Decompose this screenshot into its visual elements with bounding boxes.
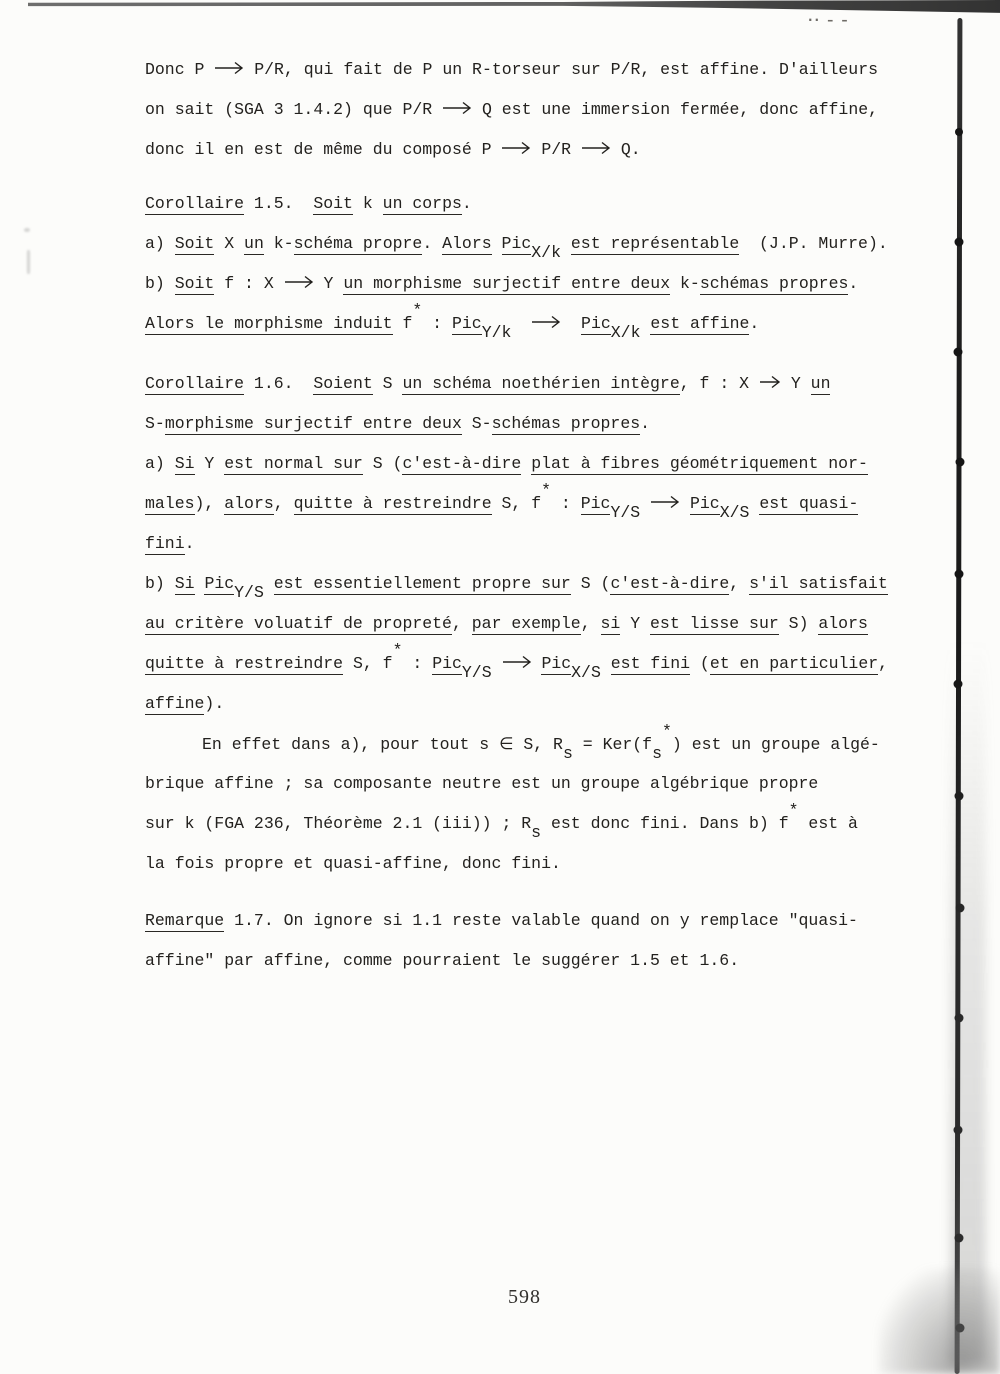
text-segment: 1.7. On ignore si 1.1 reste valable quand on y remplace "quasi- (224, 911, 858, 930)
long-right-arrow-icon (284, 274, 314, 293)
text-segment: Pic (204, 574, 235, 593)
text-segment: S, R (513, 735, 563, 754)
text-segment: c'est-à-dire (610, 574, 730, 593)
text-segment: par exemple (471, 614, 581, 633)
text-segment: un (810, 374, 831, 393)
text-segment: f : X (214, 274, 284, 293)
long-right-arrow-icon (650, 494, 680, 513)
subscript: Y/S (234, 583, 264, 602)
text-segment: est affine (650, 314, 750, 333)
subscript: Y/k (481, 323, 512, 342)
long-right-arrow-icon (501, 140, 531, 159)
text-segment: . (422, 234, 443, 253)
text-segment: : (551, 494, 581, 513)
text-segment: est à (798, 814, 858, 833)
text-segment: donc il en est de même du composé P (145, 140, 502, 159)
text-segment: est lisse sur (650, 614, 779, 633)
text-segment: , (451, 614, 472, 633)
text-segment: b) (145, 274, 175, 293)
text-segment (492, 654, 502, 673)
text-segment (532, 654, 542, 673)
text-segment: f (392, 314, 413, 333)
text-segment: Pic (690, 494, 720, 513)
text-segment: est normal sur (224, 454, 363, 473)
text-segment: S ( (362, 454, 403, 473)
text-segment: schéma propre (293, 234, 423, 253)
text-segment: ), (194, 494, 225, 513)
text-segment: quitte à restreindre (145, 654, 344, 673)
superscript: * (541, 481, 552, 500)
text-line (145, 941, 945, 981)
binding-shadow-halo (950, 640, 986, 1364)
subscript: s (652, 744, 662, 763)
text-segment (195, 574, 205, 593)
text-segment: males (145, 494, 195, 513)
text-segment (601, 654, 611, 673)
text-segment: est essentiellement propre sur (273, 574, 571, 593)
text-segment: , (729, 574, 750, 593)
text-segment: S) (778, 614, 819, 633)
text-segment: Soit (174, 234, 215, 253)
text-line (145, 641, 945, 684)
text-segment: est fini (610, 654, 690, 673)
superscript: * (788, 801, 799, 820)
text-segment: sur k (FGA 236, Théorème 2.1 (iii)) ; R (145, 814, 532, 833)
text-segment: morphisme surjectif entre deux (164, 414, 462, 433)
text-line (145, 444, 945, 484)
text-segment: X (214, 234, 245, 253)
text-line (145, 50, 945, 90)
text-segment: ) est un groupe algé- (671, 735, 880, 754)
text-segment: au critère voluatif de propreté (145, 614, 452, 633)
text-segment (511, 314, 531, 333)
text-segment (561, 314, 581, 333)
text-segment: Y (780, 374, 811, 393)
text-segment: S- (145, 414, 165, 433)
text-line (145, 801, 945, 844)
text-segment: un corps (382, 194, 462, 213)
text-segment: Pic (581, 314, 611, 333)
text-segment (640, 314, 650, 333)
subscript: X/S (571, 663, 601, 682)
text-segment: a) (145, 454, 175, 473)
text-segment (749, 494, 759, 513)
text-segment: Pic (541, 654, 572, 673)
text-segment (492, 234, 502, 253)
text-segment: Donc P (145, 60, 215, 79)
text-line (145, 764, 945, 804)
text-segment: Q est une immersion fermée, donc affine, (472, 100, 879, 119)
text-segment: . (184, 534, 195, 553)
text-segment: . (640, 414, 651, 433)
text-segment: . (848, 274, 859, 293)
text-segment: Corollaire (145, 194, 245, 213)
text-segment: quitte à restreindre (293, 494, 492, 513)
text-segment: En effet dans a), pour tout s (202, 735, 500, 754)
text-line (145, 130, 945, 170)
long-right-arrow-icon (442, 100, 472, 119)
text-segment: ). (204, 694, 225, 713)
text-segment: P/R, qui fait de P un R-torseur sur P/R, est affine. D'ailleurs (244, 60, 879, 79)
text-segment: affine" par affine, comme pourraient le suggérer 1.5 et 1.6. (145, 951, 740, 970)
text-segment: ( (690, 654, 710, 673)
text-segment: , (273, 494, 294, 513)
subscript: s (531, 823, 542, 842)
text-segment: Soient (313, 374, 373, 393)
text-line (145, 404, 945, 444)
text-line (145, 301, 945, 344)
text-line (145, 684, 945, 724)
item-a-corollaire-1-6 (145, 444, 945, 564)
text-line (145, 564, 945, 604)
text-segment: alors (224, 494, 274, 513)
subscript: X/k (531, 243, 561, 262)
subscript: X/k (610, 323, 641, 342)
text-segment: S, f (491, 494, 542, 513)
text-segment: Pic (501, 234, 532, 253)
text-segment: si (600, 614, 621, 633)
text-line (145, 844, 945, 884)
long-right-arrow-icon (502, 654, 532, 673)
text-segment: , (878, 654, 889, 673)
top-edge-scan-shadow (28, 0, 1000, 14)
text-segment: S ( (570, 574, 611, 593)
text-segment: Alors (442, 234, 492, 253)
text-segment: Remarque (145, 911, 225, 930)
corollaire-1-5 (145, 184, 945, 344)
text-segment (264, 574, 274, 593)
text-segment: c'est-à-dire (402, 454, 522, 473)
text-segment: k- (670, 274, 700, 293)
subscript: Y/S (461, 663, 492, 682)
subscript: Y/S (610, 503, 641, 522)
text-segment: fini (145, 534, 185, 553)
item-b-corollaire-1-6 (145, 564, 945, 724)
subscript: X/S (719, 503, 750, 522)
text-segment: schémas propres (491, 414, 641, 433)
long-right-arrow-icon (214, 60, 244, 79)
text-segment: b) (145, 574, 175, 593)
text-segment: Q. (610, 140, 641, 159)
text-segment: a) (145, 234, 175, 253)
right-arrow-icon (759, 374, 781, 393)
text-segment: Soit (313, 194, 353, 213)
text-segment: : (402, 654, 433, 673)
text-line (145, 481, 945, 524)
text-segment: S- (461, 414, 492, 433)
text-line (145, 524, 945, 564)
text-segment: on sait (SGA 3 1.4.2) que P/R (145, 100, 443, 119)
text-segment: Alors le morphisme induit (145, 314, 393, 333)
text-segment: est représentable (570, 234, 740, 253)
text-segment (640, 494, 650, 513)
text-line (145, 604, 945, 644)
text-segment: affine (145, 694, 205, 713)
text-segment (521, 454, 531, 473)
text-line (145, 901, 945, 941)
text-segment: , (580, 614, 601, 633)
text-segment: , f : X (679, 374, 759, 393)
text-segment: Si (174, 574, 195, 593)
text-segment: k- (263, 234, 294, 253)
text-segment: la fois propre et quasi-affine, donc fini. (145, 854, 561, 873)
remarque-1-7 (145, 901, 945, 981)
text-segment: Y (313, 274, 344, 293)
text-segment: = Ker(f (572, 735, 653, 754)
subscript: s (562, 744, 573, 763)
long-right-arrow-icon (531, 314, 561, 333)
text-segment (561, 234, 571, 253)
text-segment: Y (194, 454, 225, 473)
text-segment: brique affine ; sa composante neutre est un groupe algébrique propre (145, 774, 819, 793)
bottom-right-smudge (878, 1268, 1000, 1374)
text-segment: Y (620, 614, 651, 633)
text-segment: est donc fini. Dans b) f (541, 814, 789, 833)
text-segment: Pic (432, 654, 462, 673)
text-segment: Si (174, 454, 195, 473)
text-segment: k (352, 194, 383, 213)
superscript: * (412, 301, 423, 320)
text-line (145, 90, 945, 130)
text-segment (680, 494, 690, 513)
text-segment: schémas propres (699, 274, 849, 293)
binding-line-knots (955, 128, 963, 136)
text-segment: S (372, 374, 403, 393)
scan-speck-marks: ·· – – (808, 13, 850, 27)
proof-paragraph (145, 724, 945, 884)
text-segment: : (422, 314, 452, 333)
text-segment: . (461, 194, 472, 213)
text-segment: plat à fibres géométriquement nor- (531, 454, 868, 473)
text-segment: s'il satisfait (749, 574, 888, 593)
text-line (145, 184, 945, 224)
text-line (145, 264, 945, 304)
text-segment: est quasi- (759, 494, 859, 513)
superscript: * (392, 641, 403, 660)
text-segment: P/R (531, 140, 581, 159)
text-segment: Corollaire (145, 374, 245, 393)
text-segment: ∈ (499, 734, 514, 753)
text-line (145, 724, 945, 764)
text-segment: 1.6. (244, 374, 314, 393)
text-segment: Pic (451, 314, 482, 333)
text-segment: un (244, 234, 264, 253)
text-segment: un schéma noethérien intègre (402, 374, 680, 393)
corollaire-1-6 (145, 364, 945, 444)
text-line (145, 224, 945, 264)
page-number: 598 (508, 1286, 541, 1308)
text-segment: . (749, 314, 760, 333)
left-margin-speck (27, 250, 30, 274)
text-segment: S, f (343, 654, 393, 673)
text-segment: Pic (580, 494, 611, 513)
text-segment: et en particulier (709, 654, 879, 673)
text-segment: 1.5. (244, 194, 314, 213)
left-margin-speck (24, 228, 30, 232)
text-segment: alors (818, 614, 868, 633)
text-block (145, 50, 945, 981)
paragraph-donc (145, 50, 945, 170)
text-segment: un morphisme surjectif entre deux (343, 274, 671, 293)
text-line (145, 364, 945, 404)
text-segment: (J.P. Murre). (739, 234, 888, 253)
long-right-arrow-icon (581, 140, 611, 159)
superscript: * (661, 722, 672, 741)
text-segment: Soit (174, 274, 215, 293)
